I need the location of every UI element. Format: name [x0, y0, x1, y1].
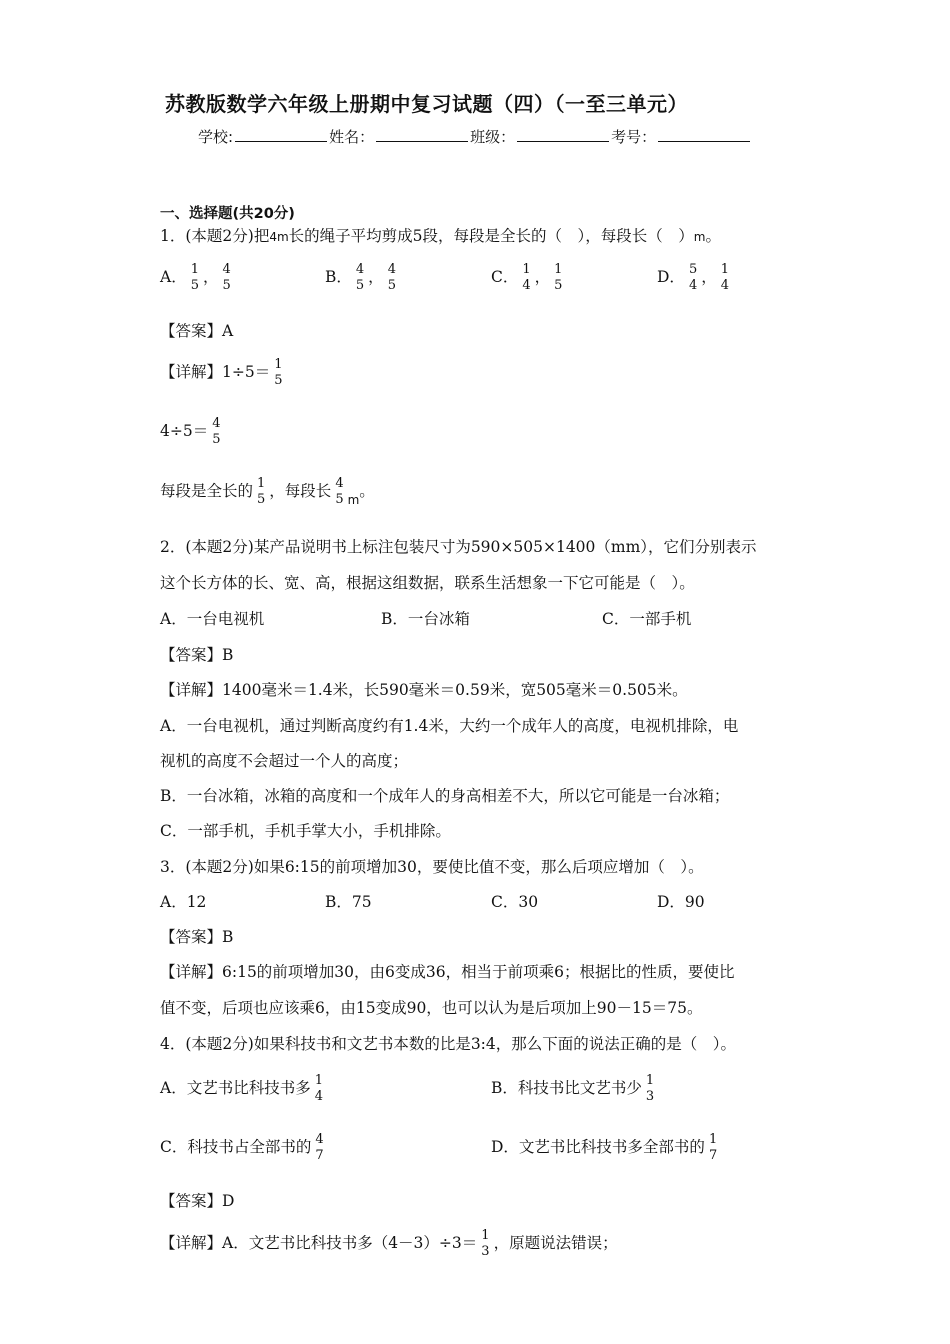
name-label: 姓名： [329, 128, 375, 146]
unit: m [347, 493, 360, 507]
section-heading: 一、选择题(共20分) [160, 206, 295, 222]
fraction-denominator: 7 [315, 1148, 324, 1163]
fraction-numerator: 1 [314, 1073, 323, 1088]
q3-option-c[interactable]: C．30 [491, 893, 539, 911]
q3-detail-1: 【详解】6:15的前项增加30，由6变成36，相当于前项乘6；根据比的性质，要使比 [160, 963, 735, 981]
fraction [687, 262, 699, 294]
q2-detail-5: C．一部手机，手机手掌大小，手机排除。 [160, 822, 451, 840]
q1-detail-3 [160, 476, 375, 508]
q4-option-a[interactable] [160, 1073, 327, 1105]
fraction-denominator: 4 [688, 278, 698, 293]
q3-option-b[interactable]: B．75 [325, 893, 372, 911]
q1-detail-2 [160, 416, 225, 448]
q4-stem: 4．(本题2分)如果科技书和文艺书本数的比是3:4，那么下面的说法正确的是（ ）。 [160, 1035, 737, 1053]
q1-option-d[interactable]: D． 5 4 ， 1 4 [657, 262, 730, 293]
name-blank[interactable] [376, 129, 468, 142]
q1-detail-1 [160, 357, 287, 389]
option-text: D．文艺书比科技书多全部书的 [491, 1138, 705, 1156]
option-text: B．科技书比文艺书少 [491, 1079, 642, 1097]
option-label: A． [160, 268, 187, 286]
fraction-numerator: 4 [355, 262, 365, 277]
fraction [333, 476, 345, 508]
q4-option-b[interactable] [491, 1073, 658, 1105]
student-info-line [198, 126, 752, 147]
fraction [719, 262, 731, 294]
class-label: 班级： [470, 128, 516, 146]
fraction-numerator: 4 [222, 262, 231, 277]
q3-detail-2: 值不变，后项也应该乘6，由15变成90，也可以认为是后项加上90－15＝75。 [160, 999, 703, 1017]
q4-option-d[interactable] [491, 1132, 721, 1164]
q2-detail-1: 【详解】1400毫米＝1.4米，长590毫米＝0.59米，宽505毫米＝0.505米。 [160, 681, 688, 699]
detail-text: ，原题说法错误； [493, 1234, 618, 1252]
option-text: A．文艺书比科技书多 [160, 1079, 311, 1097]
q1-unit: 4m [269, 230, 289, 244]
fraction-numerator: 1 [554, 262, 563, 277]
fraction-numerator: 1 [720, 262, 730, 277]
q2-option-c[interactable]: C．一部手机 [602, 610, 692, 628]
q1-option-b[interactable]: B． 4 5 ， 4 5 [325, 262, 396, 293]
detail-text: 【详解】A．文艺书比科技书多（4－3）÷3＝ [160, 1234, 478, 1252]
exam-no-label: 考号： [611, 128, 657, 146]
school-blank[interactable] [235, 129, 327, 142]
option-label: C． [491, 268, 519, 286]
fraction-numerator: 1 [708, 1132, 718, 1147]
q4-option-c[interactable] [160, 1132, 328, 1164]
fraction-numerator: 1 [522, 262, 531, 277]
q4-detail-1 [160, 1228, 618, 1260]
q1-option-a[interactable]: A． 1 5 ， 4 5 [160, 262, 231, 293]
fraction-denominator: 3 [481, 1244, 490, 1259]
q2-option-a[interactable]: A．一台电视机 [160, 610, 265, 628]
q2-answer: 【答案】B [160, 646, 234, 664]
fraction-denominator: 5 [257, 492, 266, 507]
q1-answer: 【答案】A [160, 322, 234, 340]
detail-text: ，每段长 [269, 482, 332, 500]
q2-stem-line-1: 2．(本题2分)某产品说明书上标注包装尺寸为590×505×1400（mm），它们分别表示 [160, 538, 757, 556]
q1-stem-end: 。 [705, 227, 721, 245]
detail-text: 4÷5＝ [160, 422, 209, 440]
fraction-denominator: 5 [222, 278, 231, 293]
fraction [354, 262, 366, 294]
fraction-numerator: 4 [335, 476, 344, 491]
fraction-numerator: 4 [315, 1132, 324, 1147]
fraction [255, 476, 267, 508]
fraction [313, 1073, 325, 1105]
fraction-denominator: 5 [355, 278, 365, 293]
fraction-denominator: 5 [387, 278, 396, 293]
fraction [210, 416, 222, 448]
school-label: 学校: [198, 128, 234, 146]
fraction-denominator: 5 [190, 278, 199, 293]
fraction-denominator: 3 [645, 1089, 655, 1104]
option-text: C．科技书占全部书的 [160, 1138, 312, 1156]
q4-answer: 【答案】D [160, 1192, 235, 1210]
q2-stem-line-2: 这个长方体的长、宽、高，根据这组数据，联系生活想象一下它可能是（ ）。 [160, 574, 695, 592]
fraction [189, 262, 201, 294]
fraction-numerator: 4 [387, 262, 396, 277]
fraction [644, 1073, 656, 1105]
fraction [313, 1132, 325, 1164]
fraction-numerator: 1 [481, 1228, 490, 1243]
q1-stem-text: 1．(本题2分)把 [160, 227, 270, 245]
detail-text: 。 [359, 482, 375, 500]
fraction-denominator: 5 [554, 278, 563, 293]
fraction-numerator: 4 [212, 416, 221, 431]
detail-text: 每段是全长的 [160, 482, 254, 500]
fraction-numerator: 5 [688, 262, 698, 277]
exam-no-blank[interactable] [658, 129, 750, 142]
fraction-denominator: 5 [335, 492, 344, 507]
fraction-numerator: 1 [274, 357, 283, 372]
fraction [479, 1228, 491, 1260]
fraction-numerator: 1 [645, 1073, 655, 1088]
option-label: D． [657, 268, 685, 286]
fraction [272, 357, 284, 389]
fraction-denominator: 4 [522, 278, 531, 293]
fraction-denominator: 7 [708, 1148, 718, 1163]
q2-option-b[interactable]: B．一台冰箱 [381, 610, 470, 628]
fraction [520, 262, 532, 294]
q2-detail-2: A．一台电视机，通过判断高度约有1.4米，大约一个成年人的高度，电视机排除，电 [160, 717, 739, 735]
fraction-denominator: 5 [212, 432, 221, 447]
q2-detail-4: B．一台冰箱，冰箱的高度和一个成年人的身高相差不大，所以它可能是一台冰箱； [160, 787, 730, 805]
fraction-denominator: 4 [720, 278, 730, 293]
q1-stem-text-2: 长的绳子平均剪成5段，每段是全长的（ ），每段长（ ） [288, 227, 694, 245]
detail-text: 【详解】1÷5＝ [160, 363, 271, 381]
fraction-denominator: 5 [274, 373, 283, 388]
fraction [386, 262, 398, 294]
q3-stem: 3．(本题2分)如果6:15的前项增加30，要使比值不变，那么后项应增加（ ）。 [160, 858, 704, 876]
option-label: B． [325, 268, 352, 286]
q1-stem [160, 226, 721, 247]
q2-detail-3: 视机的高度不会超过一个人的高度； [160, 752, 409, 770]
page-title: 苏教版数学六年级上册期中复习试题（四）（一至三单元） [165, 92, 688, 116]
fraction-numerator: 1 [257, 476, 266, 491]
fraction-denominator: 4 [314, 1089, 323, 1104]
q1-option-c[interactable]: C． 1 4 ， 1 5 [491, 262, 563, 293]
q3-option-a[interactable]: A．12 [160, 893, 207, 911]
fraction [552, 262, 564, 294]
fraction-numerator: 1 [190, 262, 199, 277]
class-blank[interactable] [517, 129, 609, 142]
q3-answer: 【答案】B [160, 928, 234, 946]
q3-option-d[interactable]: D．90 [657, 893, 705, 911]
fraction [221, 262, 233, 294]
q1-unit-2: m [693, 230, 706, 244]
fraction [707, 1132, 719, 1164]
